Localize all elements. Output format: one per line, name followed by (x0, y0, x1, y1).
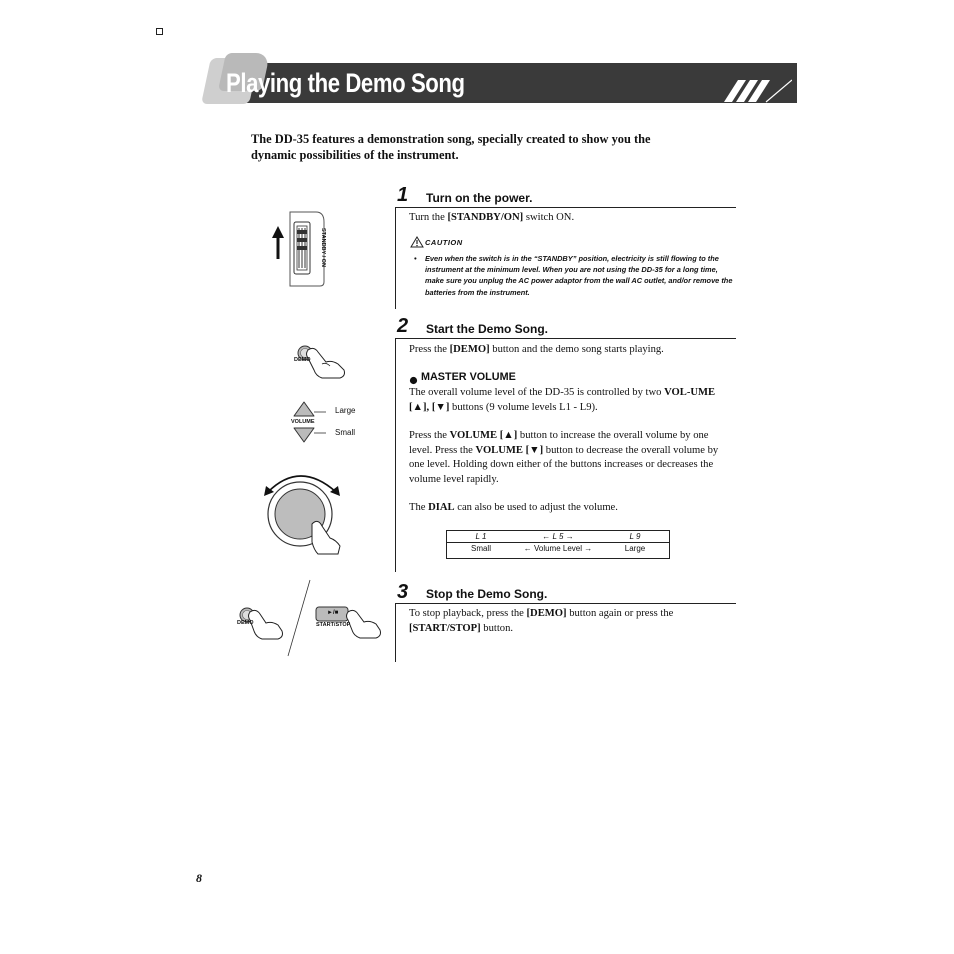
master-volume-heading: MASTER VOLUME (421, 371, 516, 383)
standby-label: STANDBY / ON (320, 228, 326, 267)
demo-label-step3: DEMO (237, 620, 254, 626)
divider-line (284, 578, 314, 658)
table-cell: ← L 5 → (542, 532, 574, 541)
volume-level-table (446, 530, 670, 559)
table-cell: L 9 (629, 532, 641, 541)
caution-bullet: • (414, 254, 417, 263)
step-2-side-rule (395, 338, 396, 572)
header-stripes-icon (722, 78, 792, 104)
step-1-rule (395, 207, 736, 208)
step-3-side-rule (395, 603, 396, 662)
intro-text: The DD-35 features a demonstration song, specially created to show you the dynamic possibilities of the instrument. (251, 132, 651, 162)
crop-mark (156, 28, 163, 35)
step-1-number: 1 (397, 184, 409, 206)
demo-label: DEMO (294, 357, 311, 363)
caution-label: CAUTION (425, 238, 463, 247)
step-1-title: Turn on the power. (426, 191, 533, 205)
step-3-text: To stop playback, press the [DEMO] button again or press the [START/STOP] button. (409, 608, 674, 634)
volume-paragraph-3: The DIAL can also be used to adjust the volume. (409, 502, 618, 513)
start-stop-symbol: ►/■ (327, 610, 339, 616)
bullet-icon (409, 372, 419, 382)
step-2-number: 2 (397, 315, 409, 337)
volume-paragraph-2: Press the VOLUME [▲] button to increase the overall volume by one level. Press the VOLUME [▼] button to decrease the overall volume by one level. Holding down either of the buttons increases or decreases the volume level rapidly. (409, 430, 719, 485)
start-stop-label: START/STOP (316, 622, 351, 628)
step-3-rule (395, 603, 736, 604)
small-label: Small (335, 428, 356, 437)
step-3-number: 3 (397, 581, 409, 603)
page-number: 8 (196, 871, 202, 885)
step-2-text: Press the [DEMO] button and the demo song starts playing. (409, 344, 664, 355)
volume-label: VOLUME (291, 419, 315, 425)
page-title: Playing the Demo Song (226, 68, 465, 98)
step-1-text: Turn the [STANDBY/ON] switch ON. (409, 212, 575, 223)
table-cell: Large (624, 544, 646, 553)
table-row (447, 543, 669, 555)
table-cell: ← Volume Level → (523, 544, 593, 553)
caution-text: Even when the switch is in the “STANDBY” position, electricity is still flowing to the instrument at the minimum level. When you are not using the DD-35 for a long time, make sure you unplug the AC power adaptor from the wall AC outlet, and/or remove the batteries from the instrument. (425, 254, 733, 297)
table-row (447, 531, 669, 543)
step-2-rule (395, 338, 736, 339)
large-label: Large (335, 406, 356, 415)
step-1-side-rule (395, 207, 396, 309)
table-cell: L 1 (475, 532, 487, 541)
step-2-title: Start the Demo Song. (426, 322, 549, 336)
warning-icon (410, 236, 424, 248)
dial-illustration (258, 466, 348, 556)
table-cell: Small (470, 544, 491, 553)
volume-paragraph-1: The overall volume level of the DD-35 is controlled by two VOL-UME [▲], [▼] buttons (9 volume levels L1 - L9). (409, 387, 716, 413)
step-3-title: Stop the Demo Song. (426, 587, 548, 601)
